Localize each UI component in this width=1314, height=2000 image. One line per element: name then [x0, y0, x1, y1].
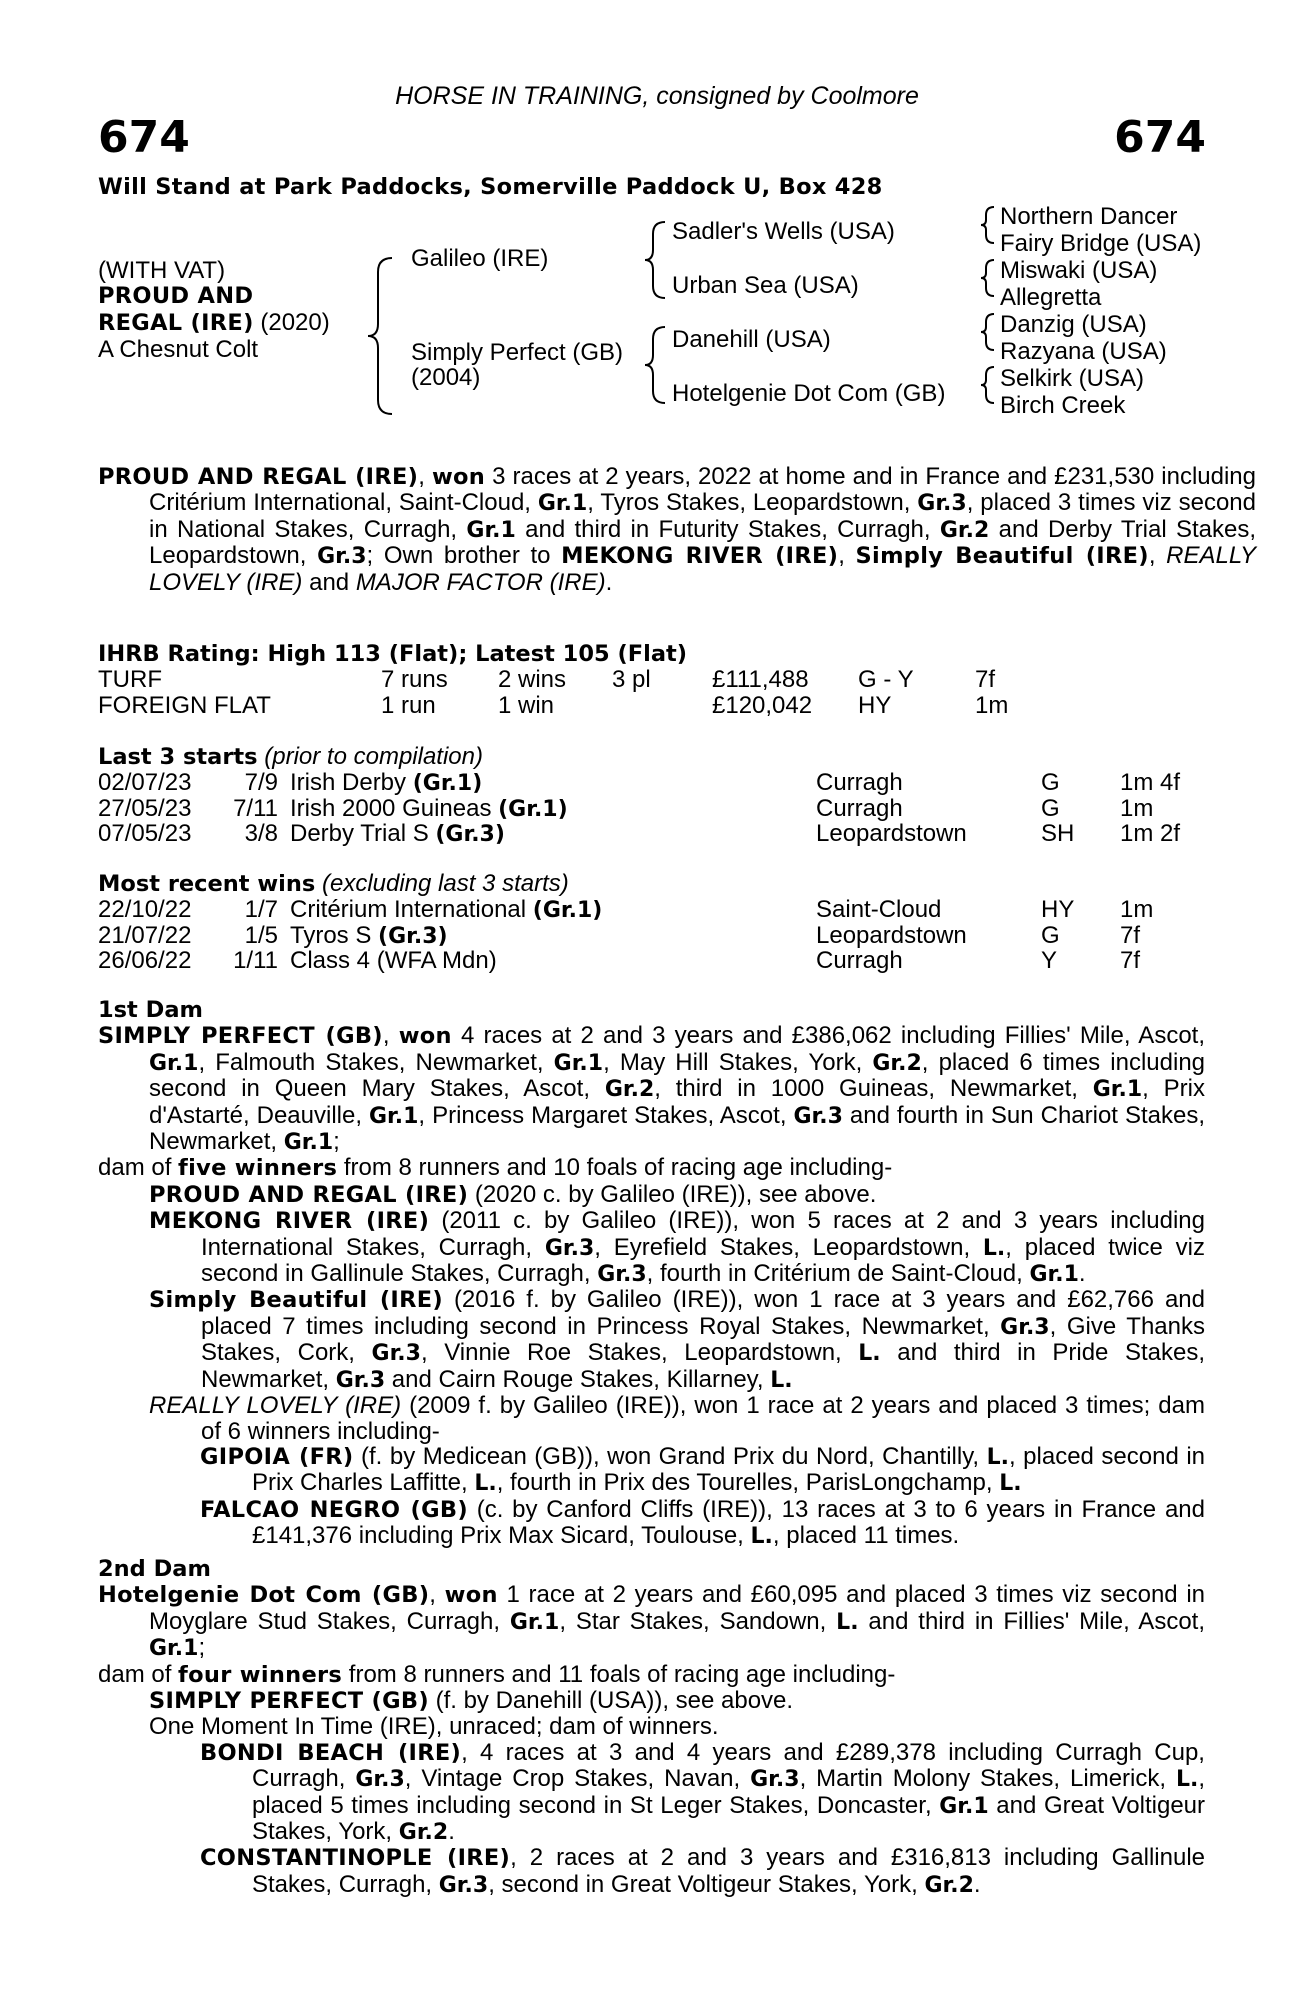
win-position: 1/7 [244, 896, 278, 924]
dam-won: won [398, 1023, 452, 1050]
grade: Gr.2 [939, 517, 990, 543]
pedigree-sire: Galileo (IRE) [411, 245, 549, 272]
rating-wins: 2 wins [498, 666, 567, 694]
produce-text: , second in Great Voltigeur Stakes, York, [488, 1870, 925, 1898]
grade: Gr.1 [939, 1793, 989, 1819]
rating-distance: 1m [975, 691, 1009, 719]
grade: Gr.1 [149, 1050, 199, 1076]
pedigree-g8: Birch Creek [1000, 392, 1126, 419]
grade: Gr.3 [544, 1235, 595, 1261]
produce-text: , placed second in Prix Charles Laffitte, [252, 1442, 1206, 1497]
produce-text: and third in Pride Stakes, Newmarket, [201, 1339, 1205, 1393]
brace-sire [645, 222, 665, 298]
lot-number-left: 674 [98, 112, 190, 163]
summary-text: , placed 3 times viz second in National Stakes, Curragh, [149, 489, 1257, 543]
dam-name: SIMPLY PERFECT (GB) [98, 1023, 383, 1050]
pedigree-dam-dam: Hotelgenie Dot Com (GB) [672, 380, 946, 407]
produce-name: GIPOIA (FR) [200, 1443, 354, 1470]
produce-text: (2011 c. by Galileo (IRE)), won 5 races at 2 and 3 years including International Stakes, Curragh, [201, 1207, 1205, 1261]
race-grade: (Gr.3) [378, 923, 448, 949]
produce-text: , Martin Molony Stakes, Limerick, [799, 1765, 1176, 1793]
summary-won: won [431, 464, 486, 490]
produce-text: (2020 c. by Galileo (IRE)), see above. [468, 1180, 877, 1208]
produce-text: and Great Voltigeur Stakes, York, [252, 1791, 1206, 1846]
recent-wins-note: (excluding last 3 starts) [315, 870, 569, 897]
win-course: Curragh [816, 947, 903, 975]
grade: Gr.2 [872, 1050, 922, 1076]
win-going: G [1041, 921, 1060, 949]
produce-text: . [973, 1870, 981, 1898]
race-name: Tyros S [290, 921, 379, 949]
produce-entry [98, 1845, 1205, 1898]
win-distance: 7f [1120, 947, 1141, 975]
race-grade: (Gr.1) [412, 771, 483, 797]
rating-going: HY [858, 691, 892, 719]
produce-text: , placed twice viz second in Gallinule Stakes, Curragh, [201, 1233, 1206, 1288]
pedigree-g2: Fairy Bridge (USA) [1000, 230, 1202, 257]
summary-text: ; Own brother to [366, 542, 562, 570]
listed-mark: L. [750, 1524, 773, 1550]
summary-text: and Derby Trial Stakes, Leopardstown, [149, 515, 1257, 570]
pedigree-dam-name: Simply Perfect (GB) [411, 339, 624, 366]
win-race [290, 948, 497, 974]
grade: Gr.3 [793, 1103, 843, 1129]
produce-name: REALLY LOVELY (IRE) [149, 1392, 402, 1420]
produce-name: FALCAO NEGRO (GB) [200, 1496, 468, 1523]
winners-count: four winners [178, 1661, 343, 1688]
race-name: Derby Trial S [290, 820, 436, 848]
listed-mark: L. [1175, 1767, 1199, 1793]
summary-text: , [1148, 542, 1167, 570]
rating-placed: 3 pl [612, 666, 651, 694]
recent-wins-title: Most recent wins [98, 871, 316, 897]
pedigree-g3: Miswaki (USA) [1000, 257, 1158, 284]
horse-description: A Chesnut Colt [98, 335, 259, 363]
start-going: SH [1041, 820, 1075, 848]
dam-won: won [444, 1582, 498, 1609]
sibling-name: MAJOR FACTOR (IRE) [355, 568, 606, 596]
start-course: Curragh [816, 769, 903, 797]
summary-text: and [302, 568, 356, 596]
race-name: Critérium International [290, 896, 533, 924]
start-distance: 1m 2f [1120, 820, 1181, 848]
grade: Gr.2 [924, 1872, 974, 1898]
first-dam-section [98, 998, 1205, 1550]
pedigree-dam-year: (2004) [411, 364, 481, 392]
produce-name: SIMPLY PERFECT (GB) [149, 1688, 429, 1715]
produce-text: and Cairn Rouge Stakes, Killarney, [385, 1365, 771, 1393]
vat-label: (WITH VAT) [98, 257, 226, 284]
dam-text: ; [333, 1128, 340, 1156]
summary-text: and third in Futurity Stakes, Curragh, [515, 515, 940, 543]
win-row [98, 923, 1208, 948]
second-dam-record: Hotelgenie Dot Com (GB), won 1 race at 2 years and £60,095 and placed 3 times viz second in Moyglare Stud Stakes, Curragh, Gr.1, Star Stakes, Sandown, L. and third in Fillies' Mile, Ascot, Gr.1; [98, 1581, 1206, 1662]
produce-name: CONSTANTINOPLE (IRE) [200, 1845, 511, 1872]
second-dam-heading: 2nd Dam [98, 1556, 211, 1582]
grade: Gr.3 [335, 1367, 386, 1393]
rating-earnings: £120,042 [712, 691, 813, 719]
consignment-line: HORSE IN TRAINING, consigned by Coolmore [395, 82, 919, 110]
win-course: Leopardstown [816, 921, 967, 949]
start-row [98, 770, 1208, 795]
grade: Gr.1 [149, 1636, 199, 1662]
win-race [290, 923, 448, 949]
win-row [98, 897, 1208, 922]
pedigree-g4: Allegretta [1000, 284, 1102, 311]
sibling-name: REALLY LOVELY (IRE) [149, 542, 1257, 596]
race-grade: (Gr.1) [498, 796, 568, 822]
start-date: 07/05/23 [98, 820, 192, 848]
produce-text: , Vinnie Roe Stakes, Leopardstown, [420, 1339, 859, 1367]
produce-entry [98, 1714, 1205, 1739]
pedigree-dam-sire: Danehill (USA) [672, 326, 831, 353]
dam-text: ; [198, 1634, 206, 1662]
win-going: HY [1041, 896, 1075, 924]
race-name: Irish Derby [290, 769, 413, 797]
win-distance: 1m [1120, 896, 1154, 924]
produce-name: BONDI BEACH (IRE) [200, 1739, 462, 1766]
pedigree-sire-dam: Urban Sea (USA) [672, 272, 859, 299]
start-distance: 1m [1120, 794, 1154, 822]
listed-mark: L. [986, 1444, 1009, 1470]
listed-mark: L. [474, 1471, 497, 1497]
dam-text: dam of [98, 1154, 179, 1182]
recent-wins-heading [98, 871, 1208, 897]
grade: Gr.1 [368, 1103, 419, 1129]
produce-entry [98, 1444, 1205, 1497]
dam-text: and fourth in Sun Chariot Stakes, Newmarket, [149, 1101, 1205, 1156]
brace-sire-dam [368, 258, 392, 414]
start-race [290, 821, 505, 847]
dam-text: and third in Fillies' Mile, Ascot, [858, 1607, 1206, 1635]
produce-text: . [1078, 1260, 1086, 1288]
win-distance: 7f [1120, 921, 1141, 949]
dam-text: dam of [98, 1660, 179, 1688]
start-date: 27/05/23 [98, 794, 192, 822]
dam-text: , Princess Margaret Stakes, Ascot, [418, 1101, 794, 1129]
start-position: 7/9 [244, 769, 278, 797]
rating-row [98, 693, 1208, 718]
win-row [98, 948, 1208, 973]
pedigree-sire-sire: Sadler's Wells (USA) [672, 218, 895, 245]
dam-text: from 8 runners and 10 foals of racing age including- [337, 1154, 893, 1182]
rating-label: FOREIGN FLAT [98, 691, 271, 719]
brace-g3 [981, 314, 994, 350]
start-date: 02/07/23 [98, 769, 192, 797]
brace-dam [645, 327, 665, 403]
produce-text: , fourth in Prix des Tourelles, ParisLongchamp, [496, 1469, 1000, 1497]
pedigree-g5: Danzig (USA) [1000, 311, 1147, 338]
pedigree-g7: Selkirk (USA) [1000, 365, 1145, 392]
start-race [290, 770, 482, 796]
winners-count: five winners [178, 1155, 338, 1182]
start-row [98, 821, 1208, 846]
produce-text: (2009 f. by Galileo (IRE)), won 1 race at 2 years and placed 3 times; dam of 6 winners including- [201, 1392, 1205, 1445]
rating-going: G - Y [858, 666, 914, 694]
win-date: 21/07/22 [98, 921, 192, 949]
grade: Gr.1 [1029, 1262, 1079, 1288]
grade: Gr.1 [1092, 1077, 1143, 1103]
pedigree-dam [411, 340, 623, 391]
first-dam-produce [98, 1155, 1205, 1181]
grade: Gr.1 [509, 1609, 560, 1635]
summary-name: PROUD AND REGAL (IRE) [98, 464, 419, 490]
grade: Gr.2 [398, 1820, 449, 1846]
produce-entry [98, 1208, 1205, 1287]
win-course: Saint-Cloud [816, 896, 942, 924]
win-date: 22/10/22 [98, 896, 192, 924]
rating-runs: 7 runs [381, 666, 448, 694]
grade: Gr.3 [317, 544, 367, 570]
last-starts-section [98, 744, 1208, 847]
dam-text: , Star Stakes, Sandown, [559, 1607, 837, 1635]
grade: Gr.3 [917, 491, 967, 517]
produce-entry [98, 1688, 1205, 1714]
produce-text: , Eyrefield Stakes, Leopardstown, [594, 1233, 983, 1261]
produce-entry [98, 1393, 1205, 1444]
start-position: 7/11 [233, 794, 278, 822]
start-going: G [1041, 769, 1060, 797]
rating-label: TURF [98, 666, 162, 694]
dam-text: from 8 runners and 11 foals of racing age including- [342, 1660, 896, 1688]
produce-text: One Moment In Time (IRE), unraced; dam of winners. [149, 1713, 719, 1741]
start-distance: 1m 4f [1120, 769, 1181, 797]
last-starts-title: Last 3 starts [98, 744, 258, 770]
summary-text: , Tyros Stakes, Leopardstown, [587, 489, 918, 517]
win-position: 1/11 [233, 947, 278, 975]
produce-text: , fourth in Critérium de Saint-Cloud, [646, 1260, 1030, 1288]
produce-name: PROUD AND REGAL (IRE) [149, 1181, 469, 1208]
stand-location: Will Stand at Park Paddocks, Somerville Paddock U, Box 428 [98, 174, 883, 200]
summary-text: . [605, 568, 613, 596]
produce-entry [98, 1182, 1205, 1208]
produce-text: , placed 11 times. [772, 1522, 960, 1550]
start-course: Leopardstown [816, 820, 967, 848]
last-starts-heading [98, 744, 1208, 770]
grade: Gr.2 [604, 1077, 655, 1103]
listed-mark: L. [982, 1235, 1006, 1261]
grade: Gr.1 [537, 491, 588, 517]
dam-text: 1 race at 2 years and £60,095 and placed 3 times viz second in Moyglare Stud Stakes, Curragh, [149, 1581, 1205, 1635]
second-dam-produce [98, 1662, 1205, 1688]
first-dam-heading: 1st Dam [98, 997, 203, 1023]
horse-name: REGAL (IRE) [98, 310, 254, 337]
win-position: 1/5 [244, 921, 278, 949]
pedigree-g1: Northern Dancer [1000, 203, 1178, 230]
produce-text: , Give Thanks Stakes, Cork, [201, 1312, 1205, 1367]
start-position: 3/8 [244, 820, 278, 848]
start-row [98, 796, 1208, 821]
rating-distance: 7f [975, 666, 996, 694]
start-race [290, 796, 568, 822]
dam-text: , Falmouth Stakes, Newmarket, [198, 1048, 554, 1076]
brace-g2 [981, 260, 994, 296]
dam-text: , third in 1000 Guineas, Newmarket, [654, 1075, 1093, 1103]
start-course: Curragh [816, 794, 903, 822]
rating-earnings: £111,488 [712, 666, 809, 694]
grade: Gr.1 [466, 517, 516, 543]
grade: Gr.1 [283, 1130, 334, 1156]
produce-text: (c. by Canford Cliffs (IRE)), 13 races at 3 to 6 years in France and £141,376 including Prix Max Sicard, Toulouse, [252, 1495, 1205, 1550]
first-dam-record: SIMPLY PERFECT (GB), won 4 races at 2 and 3 years and £386,062 including Fillies' Mile, Ascot, Gr.1, Falmouth Stakes, Newmarket, Gr.1, May Hill Stakes, York, Gr.2, placed 6 times including second in Queen Mary Stakes, Ascot, Gr.2, third in 1000 Guineas, Newmarket, Gr.1, Prix d'Astarté, Deauville, Gr.1, Princess Margaret Stakes, Ascot, Gr.3 and fourth in Sun Chariot Stakes, Newmarket, Gr.1; [98, 1022, 1206, 1156]
summary-text: 3 races at 2 years, 2022 at home and in France and £231,530 including Critérium International, Saint-Cloud, [149, 463, 1256, 517]
grade: Gr.1 [553, 1050, 604, 1076]
produce-name: MEKONG RIVER (IRE) [149, 1208, 430, 1235]
race-name: Irish 2000 Guineas [290, 794, 499, 822]
race-grade: (Gr.3) [435, 822, 505, 848]
produce-text: , 4 races at 3 and 4 years and £289,378 including Curragh Cup, Curragh, [252, 1738, 1205, 1793]
grade: Gr.3 [355, 1767, 405, 1793]
produce-text: , Vintage Crop Stakes, Navan, [404, 1765, 751, 1793]
listed-mark: L. [858, 1341, 881, 1367]
grade: Gr.3 [750, 1767, 800, 1793]
produce-text: , 2 races at 2 and 3 years and £316,813 including Gallinule Stakes, Curragh, [252, 1844, 1205, 1898]
listed-mark: L. [770, 1367, 793, 1393]
produce-entry [98, 1497, 1205, 1550]
second-dam-section [98, 1557, 1205, 1898]
start-going: G [1041, 794, 1060, 822]
grade: Gr.3 [1000, 1314, 1050, 1340]
dam-text: 4 races at 2 and 3 years and £386,062 including Fillies' Mile, Ascot, [451, 1022, 1205, 1050]
grade: Gr.3 [438, 1872, 489, 1898]
race-name: Class 4 (WFA Mdn) [290, 947, 497, 975]
win-race [290, 897, 602, 923]
dam-text: , Prix d'Astarté, Deauville, [149, 1075, 1205, 1129]
produce-name: Simply Beautiful (IRE) [149, 1287, 443, 1314]
sibling-name: MEKONG RIVER (IRE) [561, 543, 839, 570]
produce-text: . [448, 1818, 455, 1846]
rating-wins: 1 win [498, 691, 555, 719]
race-grade: (Gr.1) [532, 898, 603, 924]
produce-text: , placed 5 times including second in St Leger Stakes, Doncaster, [252, 1765, 1206, 1819]
rating-runs: 1 run [381, 691, 436, 719]
dam-name: Hotelgenie Dot Com (GB) [98, 1582, 430, 1609]
dam-text: , placed 6 times including second in Queen Mary Stakes, Ascot, [149, 1048, 1206, 1103]
dam-text: , May Hill Stakes, York, [603, 1048, 873, 1076]
pedigree-g6: Razyana (USA) [1000, 338, 1167, 365]
grade: Gr.3 [597, 1262, 647, 1288]
horse-name-line1: PROUD AND [98, 283, 254, 310]
last-starts-note: (prior to compilation) [257, 743, 483, 770]
win-date: 26/06/22 [98, 947, 192, 975]
race-summary: PROUD AND REGAL (IRE), won 3 races at 2 years, 2022 at home and in France and £231,530 including Critérium International, Saint-Cloud, Gr.1, Tyros Stakes, Leopardstown, Gr.3, placed 3 times viz second in National Stakes, Curragh, Gr.1 and third in Futurity Stakes, Curragh, Gr.2 and Derby Trial Stakes, Leopardstown, Gr.3; Own brother to MEKONG RIVER (IRE), Simply Beautiful (IRE), REALLY LOVELY (IRE) and MAJOR FACTOR (IRE). [98, 463, 1257, 596]
brace-g1 [981, 207, 994, 243]
grade: Gr.3 [371, 1341, 421, 1367]
produce-entry [98, 1740, 1205, 1846]
rating-row [98, 667, 1208, 692]
produce-text: (2016 f. by Galileo (IRE)), won 1 race at 3 years and £62,766 and placed 7 times including second in Princess Royal Stakes, Newmarket, [201, 1286, 1205, 1340]
summary-text: , [838, 542, 856, 570]
listed-mark: L. [999, 1471, 1022, 1497]
rating-heading: IHRB Rating: High 113 (Flat); Latest 105 (Flat) [98, 641, 688, 667]
win-going: Y [1041, 947, 1058, 975]
brace-g4 [981, 367, 994, 403]
recent-wins-section [98, 871, 1208, 974]
sibling-name: Simply Beautiful (IRE) [855, 543, 1149, 570]
produce-entry [98, 1287, 1205, 1393]
produce-text: (f. by Medicean (GB)), won Grand Prix du Nord, Chantilly, [353, 1442, 987, 1470]
listed-mark: L. [836, 1609, 859, 1635]
rating-section [98, 642, 1208, 718]
horse-year: (2020) [253, 309, 330, 337]
produce-text: (f. by Danehill (USA)), see above. [428, 1687, 794, 1715]
lot-number-right: 674 [1114, 112, 1206, 163]
